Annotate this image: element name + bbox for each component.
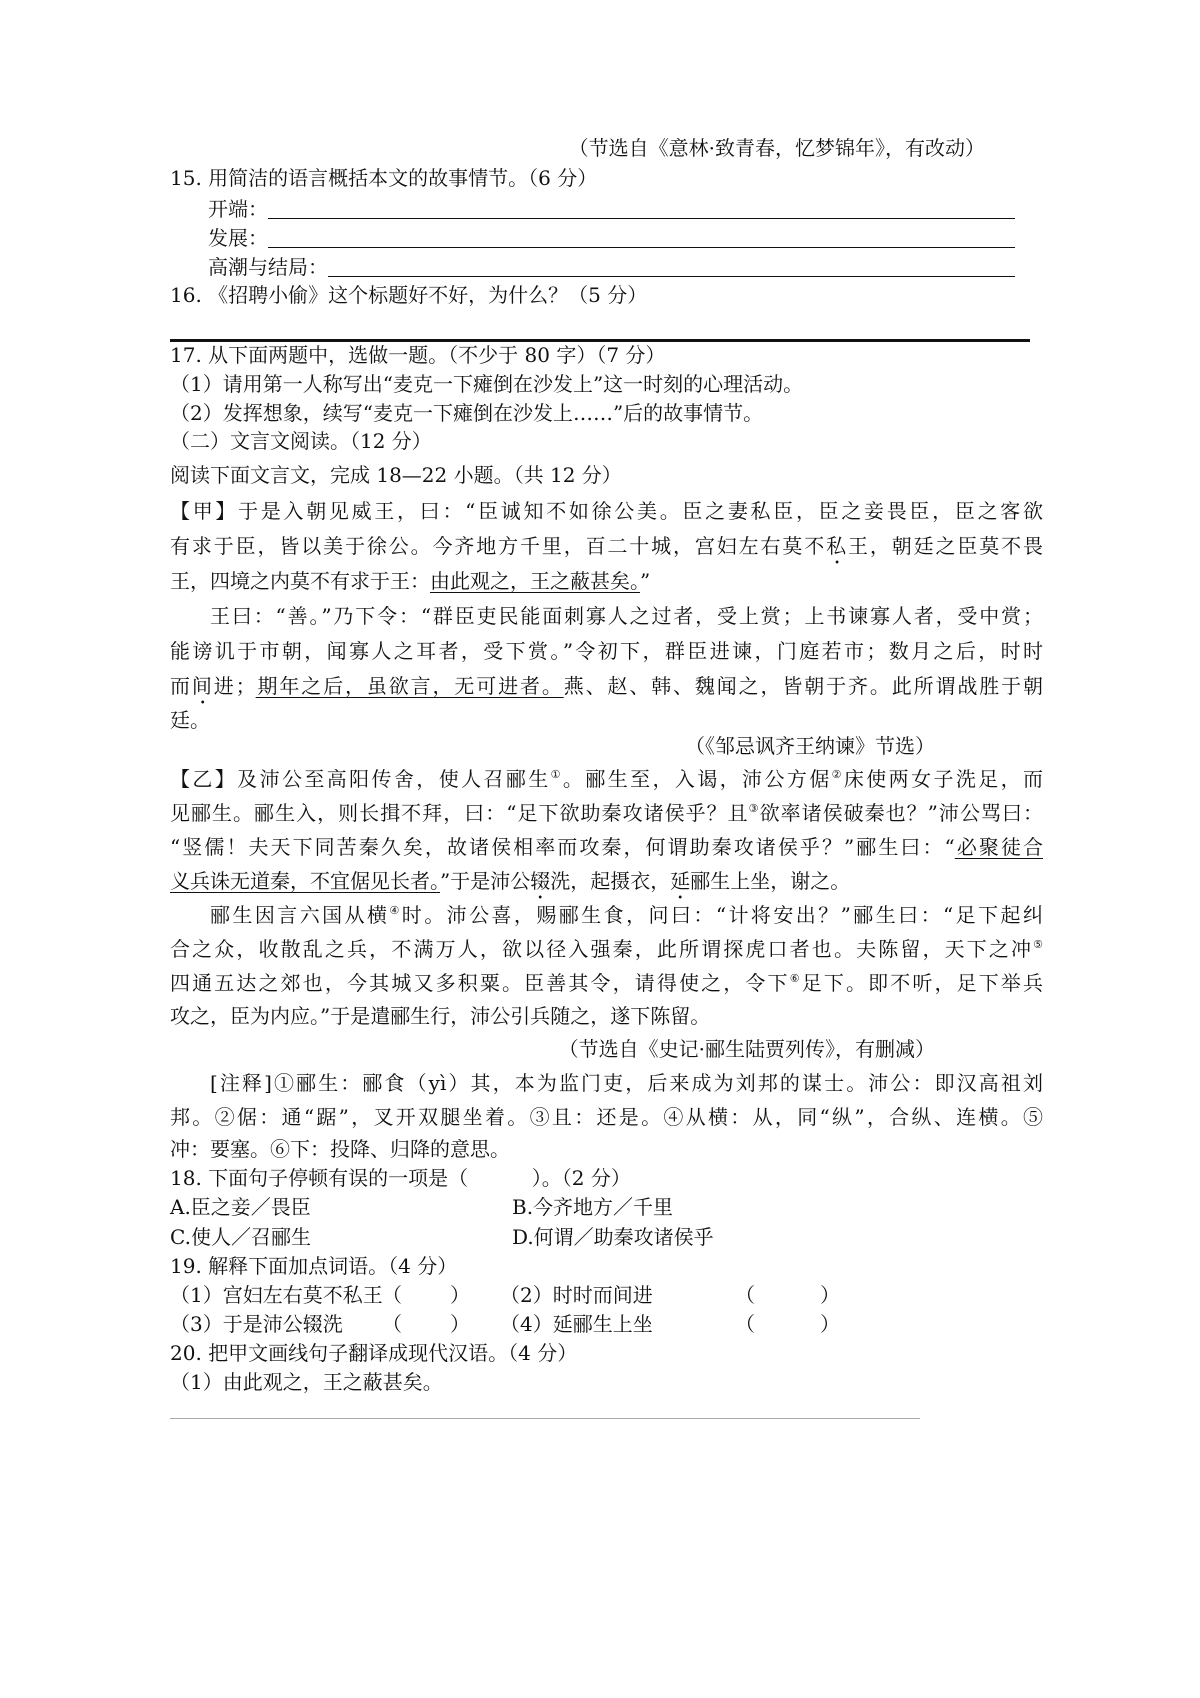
answer-blank: （ ） [382, 1283, 470, 1307]
underlined-sentence: 期年之后，虽欲言，无可进者。 [255, 674, 564, 698]
footnote-marker: ② [831, 768, 844, 781]
passage-yi-line [170, 764, 1043, 794]
question-19-stem: 19. 解释下面加点词语。（4 分） [170, 1254, 458, 1278]
passage-jia-line: 廷。 [170, 708, 210, 732]
footnote-marker: ⑤ [1033, 938, 1043, 951]
underlined-sentence: 必聚徒合 [954, 835, 1043, 859]
emphasized-word: 辍 [530, 869, 551, 893]
question-15-stem: 15. 用简洁的语言概括本文的故事情节。（6 分） [170, 166, 598, 190]
annotation-line: 冲：要塞。⑥下：投降、归降的意思。 [170, 1137, 510, 1161]
text-segment: 燕、赵、韩、魏闻之，皆朝于齐。此所谓战胜于朝 [563, 674, 1044, 698]
question-17-option-1: （1）请用第一人称写出“麦克一下瘫倒在沙发上”这一时刻的心理活动。 [170, 372, 804, 396]
emphasized-word: 间 [191, 674, 214, 698]
question-18-option-a: A.臣之妾／畏臣 [170, 1195, 311, 1219]
passage-jia-line: 【甲】于是入朝见威王，曰：“臣诚知不如徐公美。臣之妻私臣，臣之妾畏臣，臣之客欲 [170, 499, 1043, 523]
footnote-marker: ① [550, 768, 563, 781]
passage-jia-line [170, 671, 1043, 701]
text-segment: 见郦生。郦生入，则长揖不拜，曰：“足下欲助秦攻诸侯乎？且 [170, 801, 749, 825]
answer-label-climax-ending: 高潮与结局： [208, 255, 328, 279]
passage-jia-source: （《邹忌讽齐王纳谏》节选） [685, 734, 935, 758]
text-segment: 洗，起摄衣， [550, 869, 671, 893]
question-20-stem: 20. 把甲文画线句子翻译成现代汉语。（4 分） [170, 1341, 578, 1365]
question-20-item-1: （1）由此观之，王之蔽甚矣。 [170, 1370, 443, 1394]
passage-yi-line [170, 832, 1043, 862]
annotation-line: [注释]①郦生：郦食（yì）其，本为监门吏，后来成为刘邦的谋士。沛公：即汉高祖刘 [210, 1071, 1043, 1095]
passage-yi-source: （节选自《史记·郦生陆贾列传》，有删减） [558, 1037, 935, 1061]
question-17-stem: 17. 从下面两题中，选做一题。（不少于 80 字）（7 分） [170, 343, 666, 367]
passage-yi-line [170, 798, 1043, 828]
text-segment: ” [640, 569, 651, 593]
text-segment: 进； [213, 674, 256, 698]
answer-line-opening [268, 194, 1015, 219]
passage-jia-line: 能谤讥于市朝，闻寡人之耳者，受下赏。”令初下，群臣进谏，门庭若市；数月之后，时时 [170, 639, 1043, 663]
answer-line-development [268, 223, 1015, 248]
text-segment: 郦生因言六国从横 [210, 903, 390, 927]
passage-yi-line [170, 968, 1043, 998]
passage-jia-line [170, 531, 1043, 561]
underlined-sentence: 义兵诛无道秦，不宜倨见长者。 [170, 869, 440, 893]
answer-label-opening: 开端： [208, 197, 268, 221]
footnote-marker: ⑥ [789, 972, 802, 985]
text-segment: 足下。即不听，足下举兵 [801, 971, 1044, 995]
text-segment: 。郦生至，入谒，沛公方倨 [562, 767, 832, 791]
question-18-option-d: D.何谓／助秦攻诸侯乎 [512, 1225, 714, 1249]
emphasized-word: 延 [670, 869, 691, 893]
footnote-marker: ④ [389, 904, 402, 917]
underlined-sentence: 由此观之，王之蔽甚矣。 [430, 569, 640, 593]
text-segment: 王，四境之内莫不有求于王： [170, 569, 430, 593]
footnote-marker: ③ [748, 802, 760, 815]
answer-blank: （ ） [735, 1312, 840, 1336]
question-18-option-b: B.今齐地方／千里 [512, 1195, 674, 1219]
answer-label-development: 发展： [208, 226, 268, 250]
question-18-stem: 18. 下面句子停顿有误的一项是（ ）。（2 分） [170, 1166, 631, 1190]
passage-yi-line [170, 934, 1043, 964]
passage-yi-line [170, 866, 850, 896]
text-segment: 【乙】及沛公至高阳传舍，使人召郦生 [170, 767, 551, 791]
previous-passage-source: （节选自《意林·致青春，忆梦锦年》，有改动） [568, 136, 985, 160]
text-segment: “竖儒！夫天下同苦秦久矣，故诸侯相率而攻秦，何谓助秦攻诸侯乎？”郦生曰：“ [170, 835, 955, 859]
text-segment: 欲率诸侯破秦也？”沛公骂曰： [759, 801, 1043, 825]
text-segment: 四通五达之郊也，今其城又多积粟。臣善其令，请得使之，令下 [170, 971, 790, 995]
text-segment: 时。沛公喜，赐郦生食，问曰：“计将安出？”郦生曰：“足下起纠 [401, 903, 1043, 927]
question-18-option-c: C.使人／召郦生 [170, 1225, 311, 1249]
passage-jia-line: 王曰：“善。”乃下令：“群臣吏民能面刺寡人之过者，受上赏；上书谏寡人者，受中赏； [210, 604, 1043, 628]
section-2-title: （二）文言文阅读。（12 分） [170, 429, 432, 453]
passage-jia-line [170, 566, 650, 596]
passage-yi-line [210, 900, 1043, 930]
text-segment: 王，朝廷之臣莫不畏 [848, 534, 1044, 558]
question-19-item-4: （4）延郦生上坐 [500, 1312, 653, 1336]
text-segment: 床使两女子洗足，而 [843, 767, 1044, 791]
text-segment: 有求于臣，皆以美于徐公。今齐地方千里，百二十城，宫妇左右莫不 [170, 534, 827, 558]
question-17-option-2: （2）发挥想象，续写“麦克一下瘫倒在沙发上……”后的故事情节。 [170, 401, 764, 425]
text-segment: 合之众，收散乱之兵，不满万人，欲以径入强秦，此所谓探虎口者也。夫陈留，天下之冲 [170, 937, 1034, 961]
text-segment: ”于是沛公 [440, 869, 531, 893]
question-16-stem: 16. 《招聘小偷》这个标题好不好，为什么？（5 分） [170, 283, 648, 307]
question-19-item-3: （3）于是沛公辍洗 [170, 1312, 343, 1336]
text-segment: 而 [170, 674, 192, 698]
question-19-item-1: （1）宫妇左右莫不私王 [170, 1283, 383, 1307]
emphasized-word: 私 [826, 534, 849, 558]
answer-line-climax-ending [328, 252, 1015, 277]
answer-blank: （ ） [382, 1312, 470, 1336]
text-segment: 郦生上坐，谢之。 [690, 869, 851, 893]
answer-blank: （ ） [735, 1283, 840, 1307]
question-19-item-2: （2）时时而间进 [500, 1283, 653, 1307]
passage-yi-line: 攻之，臣为内应。”于是遣郦生行，沛公引兵随之，遂下陈留。 [170, 1004, 711, 1028]
answer-rule [170, 1418, 920, 1419]
annotation-line: 邦。②倨：通“踞”，叉开双腿坐着。③且：还是。④从横：从，同“纵”，合纵、连横。⑤ [170, 1105, 1043, 1129]
section-2-instruction: 阅读下面文言文，完成 18—22 小题。（共 12 分） [170, 463, 622, 487]
